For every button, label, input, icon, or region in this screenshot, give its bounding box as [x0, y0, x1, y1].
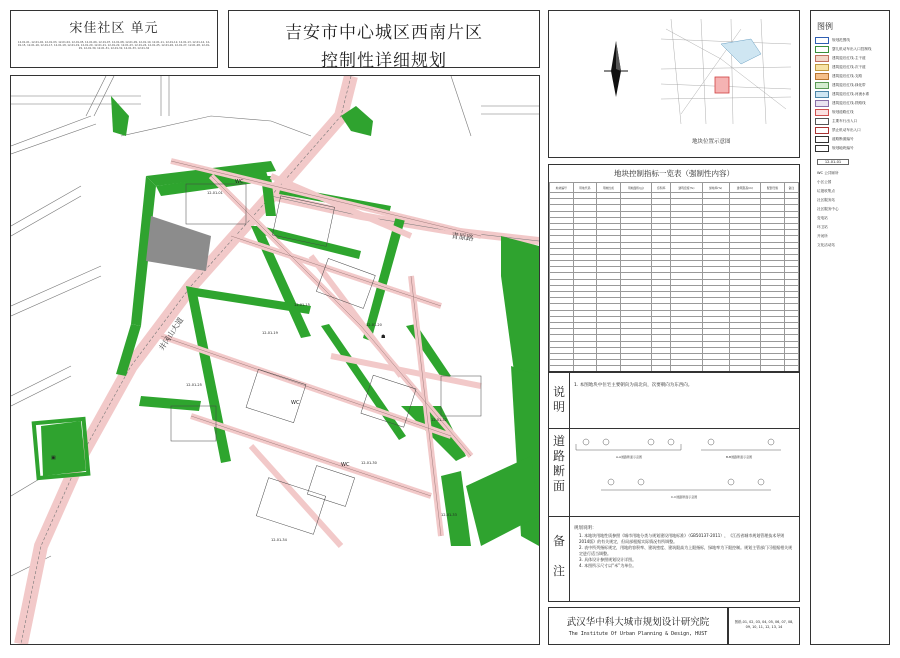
- road-label-qingyuan: 青原路: [450, 231, 475, 243]
- legend-swatch: [815, 82, 829, 89]
- shuoming-section: [549, 373, 799, 429]
- svg-text:WC: WC: [291, 400, 300, 406]
- legend-item: [815, 45, 885, 54]
- index-table-header: 配套设施: [761, 183, 785, 193]
- legend-item: [815, 54, 885, 63]
- legend-label: 规划地块编号: [832, 146, 854, 150]
- legend-label: 婴儿机动车出入口控制线: [832, 47, 872, 51]
- legend-swatch: [815, 145, 829, 152]
- beizhu-line: 1. 本地块用地性质参照《城市用地分类与规划建设用地标准》（GB50137-2011），《江西省城市规划管理技术导则2014版》的有关规定，但局部根据实际情况有所调整。: [579, 533, 785, 544]
- road-section-svg: [571, 428, 796, 514]
- legend-item: [815, 126, 885, 135]
- svg-text:12-01-30: 12-01-30: [361, 461, 377, 465]
- legend-label: 建筑退后红线-绿化带: [832, 83, 866, 87]
- legend-item: [815, 63, 885, 72]
- legend-item: [815, 108, 885, 117]
- legend-label: 禁止机动车出入口: [832, 128, 861, 132]
- index-table-header: 容积率: [652, 183, 671, 193]
- road-label-jinggangshan: 井冈山大道: [157, 315, 186, 353]
- plan-title-line2: 控制性详细规划: [321, 51, 447, 71]
- plan-title-line1: 吉安市中心城区西南片区: [285, 23, 483, 43]
- sheet-number-box: [728, 607, 800, 645]
- unit-header: [10, 10, 218, 68]
- legend-swatch: [815, 46, 829, 53]
- index-table-header: 用地代码: [573, 183, 597, 193]
- svg-text:▣: ▣: [51, 455, 56, 461]
- beizhu-line: 2. 表中所列指标规定，用地的容积率、建筑密度、建筑限高为上限指标，绿地率为下限控制。规划主管部门可根据相关规定进行适当调整。: [579, 545, 793, 556]
- legend-swatch: [815, 109, 829, 116]
- index-table-header: 建筑密度(%): [671, 183, 703, 193]
- index-table-header: 地块编号: [550, 183, 574, 193]
- north-arrow-icon: [601, 39, 631, 99]
- legend-swatch: [815, 64, 829, 71]
- plan-map-svg: [11, 76, 539, 644]
- road-section: [549, 428, 799, 517]
- legend-symbol-item: 变电站: [817, 216, 828, 220]
- legend-label: 建筑退后红线-铁路线: [832, 101, 866, 105]
- svg-text:12-01-33: 12-01-33: [441, 513, 457, 517]
- location-panel: [548, 10, 800, 158]
- legend-symbol-item: 社区服务中心: [817, 207, 839, 211]
- legend-symbol-item: 开闭所: [817, 234, 828, 238]
- shuoming-text: 1. 本图地块中住宅主要朝向为南北向，次要朝向为东西向。: [574, 383, 693, 388]
- svg-text:12-01-32: 12-01-32: [431, 418, 447, 422]
- legend-item: [815, 81, 885, 90]
- legend-swatch: [815, 127, 829, 134]
- beizhu-line: 4. 本图所示尺寸以“米”为单位。: [579, 563, 637, 568]
- legend-item: [815, 117, 885, 126]
- legend-symbol-item: 文化活动站: [817, 243, 835, 247]
- legend-symbol-item: 小区公园: [817, 180, 832, 184]
- index-table-header: 绿地率(%): [702, 183, 729, 193]
- community-unit-title: 宋佳社区 单元: [69, 21, 159, 36]
- legend-label: 主要车行出入口: [832, 119, 858, 123]
- svg-text:12-01-15: 12-01-15: [294, 303, 310, 307]
- svg-text:WC: WC: [235, 179, 244, 185]
- svg-text:12-01-19: 12-01-19: [262, 331, 278, 335]
- legend-symbols: [811, 169, 889, 250]
- plan-map[interactable]: [10, 75, 540, 645]
- legend-item: [815, 135, 885, 144]
- legend-swatch: [815, 118, 829, 125]
- legend-code-block: 12-01-01: [817, 159, 849, 165]
- plan-title-box: [228, 10, 540, 71]
- svg-text:12-01-01: 12-01-01: [207, 191, 223, 195]
- beizhu-lines: [579, 533, 794, 569]
- legend-symbol-item: 垃圾收集点: [817, 189, 835, 193]
- legend-label: 道路断面编号: [832, 137, 854, 141]
- legend-label: 建筑退后红线-河流水系: [832, 92, 870, 96]
- legend-item: [815, 144, 885, 153]
- svg-text:12-01-20: 12-01-20: [366, 323, 382, 327]
- legend-symbol-item: 社区服务站: [817, 198, 835, 202]
- svg-text:WC: WC: [341, 462, 350, 468]
- beizhu-title: 规划说明：: [574, 526, 597, 531]
- index-table-title: 地块控制指标一览表（强制性内容）: [614, 169, 734, 178]
- legend-panel: [810, 10, 890, 645]
- legend-symbol-item: WC 公共厕所: [817, 171, 839, 175]
- location-map-svg: [661, 19, 791, 124]
- index-table-header: 建筑限高(m): [729, 183, 761, 193]
- legend-title: 图例: [817, 22, 833, 31]
- legend-list: [811, 36, 889, 153]
- index-table-header: 用地面积(㎡): [620, 183, 652, 193]
- legend-label: 规划道路红线: [832, 110, 854, 114]
- index-table-header: 备注: [784, 183, 798, 193]
- legend-item: [815, 36, 885, 45]
- location-map-caption: 地块位置示意图: [692, 139, 731, 145]
- beizhu-line: 3. 具体设计参照规划设计详图。: [579, 557, 637, 562]
- legend-swatch: [815, 73, 829, 80]
- index-table-panel: [548, 164, 800, 372]
- legend-swatch: [815, 55, 829, 62]
- legend-label: 规划范围线: [832, 38, 850, 42]
- beizhu-label: 备 注: [552, 534, 565, 578]
- notes-panel: [548, 372, 800, 602]
- main-diagonal-road: [21, 76, 351, 644]
- road-section-label: B-B道路断面示意图: [726, 455, 753, 459]
- legend-item: [815, 99, 885, 108]
- institute-name-en: The Institute Of Urban Planning & Design, HUST: [568, 631, 708, 637]
- legend-symbol-item: 环卫站: [817, 225, 828, 229]
- index-table: [549, 182, 799, 372]
- beizhu-section: [549, 516, 799, 601]
- legend-item: [815, 72, 885, 81]
- institute-box: [548, 607, 728, 645]
- svg-text:☗: ☗: [381, 334, 386, 340]
- legend-swatch: [815, 100, 829, 107]
- institute-name-cn: 武汉华中科大城市规划设计研究院: [566, 617, 710, 628]
- road-section-label: A-A道路断面示意图: [616, 455, 643, 459]
- green-belts: [41, 96, 539, 546]
- legend-item: [815, 90, 885, 99]
- index-table-header: 用地性质: [597, 183, 621, 193]
- svg-text:12-01-25: 12-01-25: [186, 383, 202, 387]
- legend-swatch: [815, 136, 829, 143]
- legend-label: 建筑退后红线-支路: [832, 74, 863, 78]
- svg-text:12-01-34: 12-01-34: [271, 538, 287, 542]
- sheet-codes: 12-01-01, 12-01-02, 12-01-03, 12-01-04, 12-01-05, 12-01-06, 12-01-07, 12-01-08, 12-01-09, 12-01-10, 12-01-11, 12-01-12, 12-01-13, 12-01-14, 12-01-15, 12-01-16, 12-01-17, 12-01-18, 12-01-19, 12-01-20, 12-01-21, 12-01-22, 12-01-23, 12-01-24, 12-01-25, 12-01-26, 12-01-27, 12-01-28, 12-01-29, 12-01-30, 12-01-31, 12-01-32, 12-01-33, 12-01-34: [17, 41, 211, 51]
- shuoming-label: 说 明: [552, 385, 565, 414]
- legend-label: 建筑退后红线-次干道: [832, 65, 866, 69]
- legend-swatch: [815, 37, 829, 44]
- sheet-numbers: 图纸-01, 02, 03, 04, 05, 06, 07, 08, 09, 10, 11, 12, 13, 14: [734, 620, 794, 629]
- daolu-label: 道 路 断 面: [552, 434, 565, 493]
- legend-label: 建筑退后红线-主干道: [832, 56, 866, 60]
- road-section-label: C-C道路断面示意图: [671, 495, 698, 499]
- legend-swatch: [815, 91, 829, 98]
